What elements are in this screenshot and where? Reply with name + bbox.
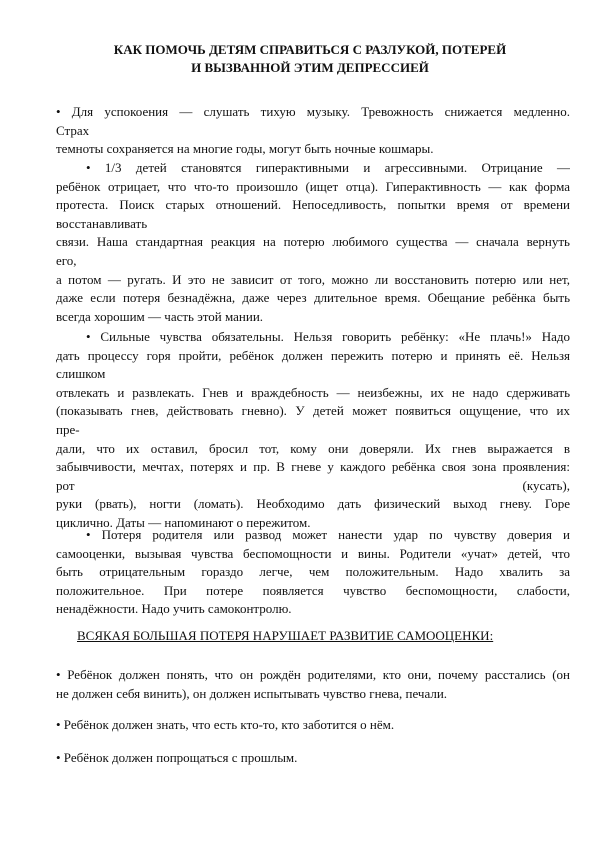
text-line: пре- (56, 421, 80, 437)
bullet-farewell (56, 749, 570, 768)
text-line: дать процессу горя пройти, ребёнок должен пережить потерю и принять её. Нельзя (56, 347, 570, 363)
bullet-understand (56, 666, 570, 703)
bullet-know-care (56, 716, 570, 735)
text-line: руки (рвать), ногти (ломать). Необходимо дать физический выход гневу. Горе (56, 496, 570, 512)
text-line: (показывать гнев, действовать гневно). У детей может появиться ощущение, что их (56, 403, 570, 419)
paragraph-loss-of-parent (56, 526, 570, 619)
text-line: его, (56, 252, 77, 268)
text-line: темноты сохраняется на многие годы, могут быть ночные кошмары. (56, 141, 434, 157)
paragraph-strong-feelings (56, 328, 570, 533)
text-line: • Для успокоения — слушать тихую музыку. Тревожность снижается медленно. (56, 104, 570, 119)
text-line: • Ребёнок должен знать, что есть кто-то, кто заботится о нём. (56, 717, 395, 732)
text-line: дали, что их оставил, бросил тот, кому они доверяли. Их гнев выражается в (56, 440, 570, 456)
text-line: самооценки, вызывая чувства беспомощности и вины. Родители «учат» детей, что (56, 545, 570, 561)
split-right-text: (кусать), (522, 477, 570, 493)
text-line: ненадёжности. Надо учить самоконтролю. (56, 601, 292, 617)
text-line: ребёнок отрицает, что что-то произошло (ищет отца). Гиперактивность — как форма (56, 178, 570, 194)
text-line: забывчивости, мечтах, потерях и пр. В гневе у каждого ребёнка своя зона проявления: (56, 459, 570, 475)
text-line: отвлекать и развлекать. Гнев и враждебность — неизбежны, их не надо сдерживать (56, 384, 570, 400)
text-line: положительное. При потере появляется чувство беспомощности, слабости, (56, 582, 570, 598)
text-line: • Сильные чувства обязательны. Нельзя говорить ребёнку: «Не плачь!» Надо (86, 329, 570, 344)
text-line: быть отрицательным гораздо легче, чем положительным. Надо хвалить за (56, 564, 570, 580)
title-line-1: КАК ПОМОЧЬ ДЕТЯМ СПРАВИТЬСЯ С РАЗЛУКОЙ, ПОТЕРЕЙ (113, 42, 507, 57)
text-line: • Ребёнок должен понять, что он рождён родителями, кто они, почему расстались (он (56, 667, 570, 682)
text-line: протеста. Поиск старых отношений. Непоседливость, попытки время от времени (56, 197, 570, 213)
text-line: циклично. Даты — напоминают о пережитом. (56, 514, 311, 530)
text-line: а потом — ругать. И это не зависит от того, можно ли восстановить потерю или нет, (56, 271, 570, 287)
text-line: восстанавливать (56, 215, 148, 231)
paragraph-music (56, 103, 570, 159)
text-line: слишком (56, 366, 106, 382)
text-line: связи. Наша стандартная реакция на потерю любимого существа — сначала вернуть (56, 234, 570, 250)
title-line-2: И ВЫЗВАННОЙ ЭТИМ ДЕПРЕССИЕЙ (191, 60, 429, 75)
text-line: Страх (56, 122, 90, 138)
section-heading: ВСЯКАЯ БОЛЬШАЯ ПОТЕРЯ НАРУШАЕТ РАЗВИТИЕ САМООЦЕНКИ: (77, 628, 494, 643)
text-line: • 1/3 детей становятся гиперактивными и агрессивными. Отрицание — (86, 160, 570, 175)
text-line: не должен себя винить), он должен испытывать чувство гнева, печали. (56, 685, 448, 701)
document-title (80, 41, 540, 77)
text-line: всегда хорошим — часть этой мании. (56, 308, 264, 324)
text-line-split (56, 477, 570, 496)
text-line: • Ребёнок должен попрощаться с прошлым. (56, 750, 298, 765)
split-left-text: рот (56, 477, 75, 493)
paragraph-hyperactivity (56, 159, 570, 326)
text-line: даже если потеря безнадёжна, даже через длительное время. Обещание ребёнка быть (56, 290, 570, 306)
text-line: • Потеря родителя или развод может нанести удар по чувству доверия и (86, 527, 570, 542)
